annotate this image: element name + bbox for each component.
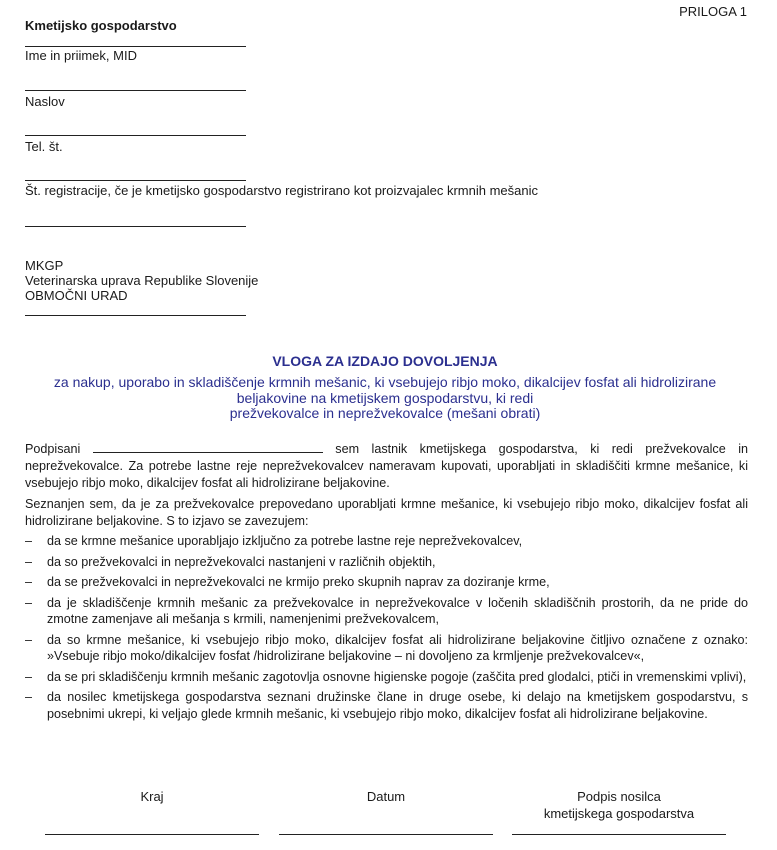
list-dash: – bbox=[25, 534, 33, 548]
holder-signature-line-1: Podpis nosilca bbox=[577, 789, 661, 804]
document-subtitle-line-3: prežvekovalce in neprežvekovalce (mešani obrati) bbox=[229, 405, 541, 421]
statement-paragraph: Seznanjen sem, da je za prežvekovalce prepovedano uporabljati krmne mešanice, ki vsebujejo ribjo moko, dikalcijev fosfat ali hidrolizirane beljakovine. S to izjavo se zavezujem: bbox=[25, 497, 748, 528]
document-subtitle-line-1: za nakup, uporabo in skladiščenje krmnih mešanic, ki vsebujejo ribjo moko, dikalcijev fosfat ali hidrolizirane bbox=[53, 374, 717, 390]
intro-after-blank: sem lastnik kmetijskega gospodarstva, ki redi prežvekovalce in neprežvekovalce. Za potrebe lastne reje neprežvekovalcev nameravam kupovati, uporabljati in skladiščiti krmne mešanice, ki vsebujejo ribjo moko, dikalcijev fosfat ali hidrolizirane beljakovine. bbox=[25, 442, 749, 490]
registration-line bbox=[25, 179, 246, 181]
address-line bbox=[25, 89, 246, 91]
commitment-text: da je skladiščenje krmnih mešanic za prežvekovalce in neprežvekovalce v ločenih skladiščnih prostorih, da ne pride do zmotne zamenjave ali mešanja s krmili, namenjenimi prežvekovalcem, bbox=[47, 595, 748, 626]
commitment-text: da nosilec kmetijskega gospodarstva seznani družinske člane in druge osebe, ki delajo na kmetijskem gospodarstvu, s posebnimi ukrepi, ki veljajo glede krmnih mešanic, ki vsebujejo ribjo moko, dikalcijev fosfat ali hidrolizirane beljakovine. bbox=[47, 690, 748, 721]
holder-signature-line bbox=[512, 833, 726, 835]
place-label: Kraj bbox=[140, 789, 164, 804]
document-title: VLOGA ZA IZDAJO DOVOLJENJA bbox=[272, 353, 498, 369]
commitment-text: da so prežvekovalci in neprežvekovalci nastanjeni v različnih objektih, bbox=[47, 554, 436, 569]
commitment-text: da so krmne mešanice, ki vsebujejo ribjo moko, dikalcijev fosfat ali hidrolizirane beljakovine čitljivo označene z oznako: »Vsebuje ribjo moko/dikalcijev fosfat /hidrolizirane beljakovine – ni dovoljeno za krmljenje prežvekovalcev«, bbox=[47, 632, 748, 663]
recipient-office: OBMOČNI URAD bbox=[25, 288, 128, 303]
list-dash: – bbox=[25, 669, 33, 684]
commitment-text: da se prežvekovalci in neprežvekovalci ne krmijo preko skupnih naprav za doziranje krme, bbox=[47, 575, 550, 589]
holder-signature-line-2: kmetijskega gospodarstva bbox=[543, 806, 695, 821]
intro-before-blank: Podpisani bbox=[25, 442, 81, 456]
list-item bbox=[25, 533, 748, 550]
recipient-ministry: MKGP bbox=[25, 258, 64, 273]
place-signature-line bbox=[45, 833, 259, 835]
commitment-text: da se krmne mešanice uporabljajo izključno za potrebe lastne reje neprežvekovalcev, bbox=[47, 534, 523, 548]
commitment-list bbox=[25, 533, 748, 722]
name-label: Ime in priimek, MID bbox=[25, 48, 137, 63]
date-label: Datum bbox=[366, 789, 406, 804]
address-label: Naslov bbox=[25, 94, 65, 109]
list-item bbox=[25, 574, 748, 591]
commitment-text: da se pri skladiščenju krmnih mešanic zagotovlja osnovne higienske pogoje (zaščita pred glodalci, ptiči in vremenskimi vplivi), bbox=[47, 669, 747, 684]
list-item bbox=[25, 689, 748, 722]
phone-label: Tel. št. bbox=[25, 139, 63, 154]
holder-signature-label bbox=[512, 789, 726, 821]
list-dash: – bbox=[25, 554, 33, 569]
list-item bbox=[25, 669, 748, 686]
intro-paragraph bbox=[25, 441, 748, 492]
document-subtitle-line-2: beljakovine na kmetijskem gospodarstvu, ki redi bbox=[236, 389, 534, 406]
list-dash: – bbox=[25, 632, 33, 647]
list-item bbox=[25, 632, 748, 665]
declaration-body bbox=[25, 441, 748, 726]
org-name: Kmetijsko gospodarstvo bbox=[25, 18, 177, 33]
signatory-name-blank bbox=[93, 442, 323, 453]
date-signature-line bbox=[279, 833, 493, 835]
list-dash: – bbox=[25, 595, 33, 610]
phone-line bbox=[25, 134, 246, 136]
list-item bbox=[25, 554, 748, 571]
list-dash: – bbox=[25, 575, 33, 589]
annex-label: PRILOGA 1 bbox=[679, 4, 747, 19]
registration-value-line bbox=[25, 225, 246, 227]
registration-label: Št. registracije, če je kmetijsko gospodarstvo registrirano kot proizvajalec krmnih mešanic bbox=[25, 183, 538, 198]
recipient-line bbox=[25, 314, 246, 316]
list-dash: – bbox=[25, 690, 33, 704]
list-item bbox=[25, 595, 748, 628]
recipient-authority: Veterinarska uprava Republike Slovenije bbox=[25, 273, 259, 288]
name-line bbox=[25, 45, 246, 47]
title-block bbox=[25, 353, 745, 422]
